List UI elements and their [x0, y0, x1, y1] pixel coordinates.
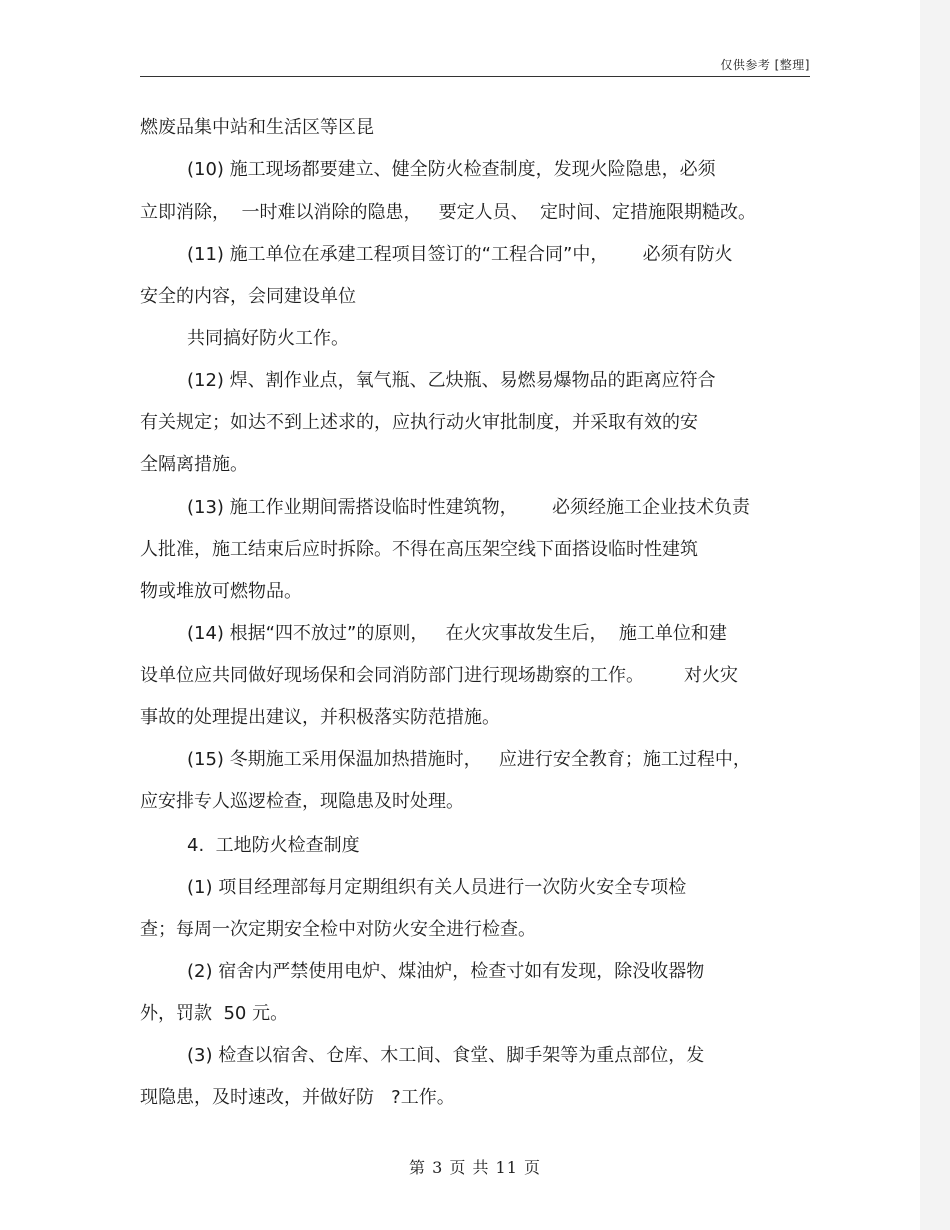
- text-line: 安全的内容，会同建设单位: [140, 286, 356, 307]
- text-line: 有关规定；如达不到上述求的，应执行动火审批制度，并采取有效的安: [140, 412, 698, 433]
- text-line: (14) 根据“四不放过”的原则， 在火灾事故发生后， 施工单位和建: [187, 623, 727, 644]
- header-divider: [140, 76, 810, 77]
- page-edge-margin: [920, 0, 950, 1230]
- section-heading: 4. 工地防火检查制度: [187, 835, 360, 856]
- text-line: 燃废品集中站和生活区等区昆: [140, 117, 374, 138]
- text-line: (10) 施工现场都要建立、健全防火检查制度，发现火险隐患，必须: [187, 159, 716, 180]
- text-line: 共同搞好防火工作。: [187, 328, 349, 349]
- text-line: 应安排专人巡逻检查，现隐患及时处理。: [140, 791, 464, 812]
- text-line: (3) 检查以宿舍、仓库、木工间、食堂、脚手架等为重点部位，发: [187, 1045, 705, 1066]
- text-line: (15) 冬期施工采用保温加热措施时， 应进行安全教育；施工过程中，: [187, 749, 751, 770]
- text-line: 查；每周一次定期安全检中对防火安全进行检查。: [140, 919, 536, 940]
- text-line: (11) 施工单位在承建工程项目签订的“工程合同”中， 必须有防火: [187, 244, 733, 265]
- page-header: 仅供参考 [整理]: [720, 58, 810, 72]
- text-line: (13) 施工作业期间需搭设临时性建筑物， 必须经施工企业技术负责: [187, 497, 750, 518]
- text-line: (12) 焊、割作业点，氧气瓶、乙炔瓶、易燃易爆物品的距离应符合: [187, 370, 716, 391]
- text-line: (2) 宿舍内严禁使用电炉、煤油炉，检查寸如有发现，除没收器物: [187, 961, 705, 982]
- text-line: 外，罚款 50 元。: [140, 1003, 289, 1024]
- text-line: 人批准，施工结束后应时拆除。不得在高压架空线下面搭设临时性建筑: [140, 539, 698, 560]
- text-line: (1) 项目经理部每月定期组织有关人员进行一次防火安全专项检: [187, 877, 687, 898]
- text-line: 设单位应共同做好现场保和会同消防部门进行现场勘察的工作。 对火灾: [140, 665, 739, 686]
- text-line: 物或堆放可燃物品。: [140, 581, 302, 602]
- text-line: 全隔离措施。: [140, 454, 248, 475]
- page-footer: 第 3 页 共 11 页: [409, 1158, 541, 1177]
- text-line: 立即消除， 一时难以消除的隐患， 要定人员、 定时间、定措施限期糙改。: [140, 202, 757, 223]
- text-line: 事故的处理提出建议，并积极落实防范措施。: [140, 707, 500, 728]
- text-line: 现隐患，及时速改，并做好防 ?工作。: [140, 1087, 455, 1108]
